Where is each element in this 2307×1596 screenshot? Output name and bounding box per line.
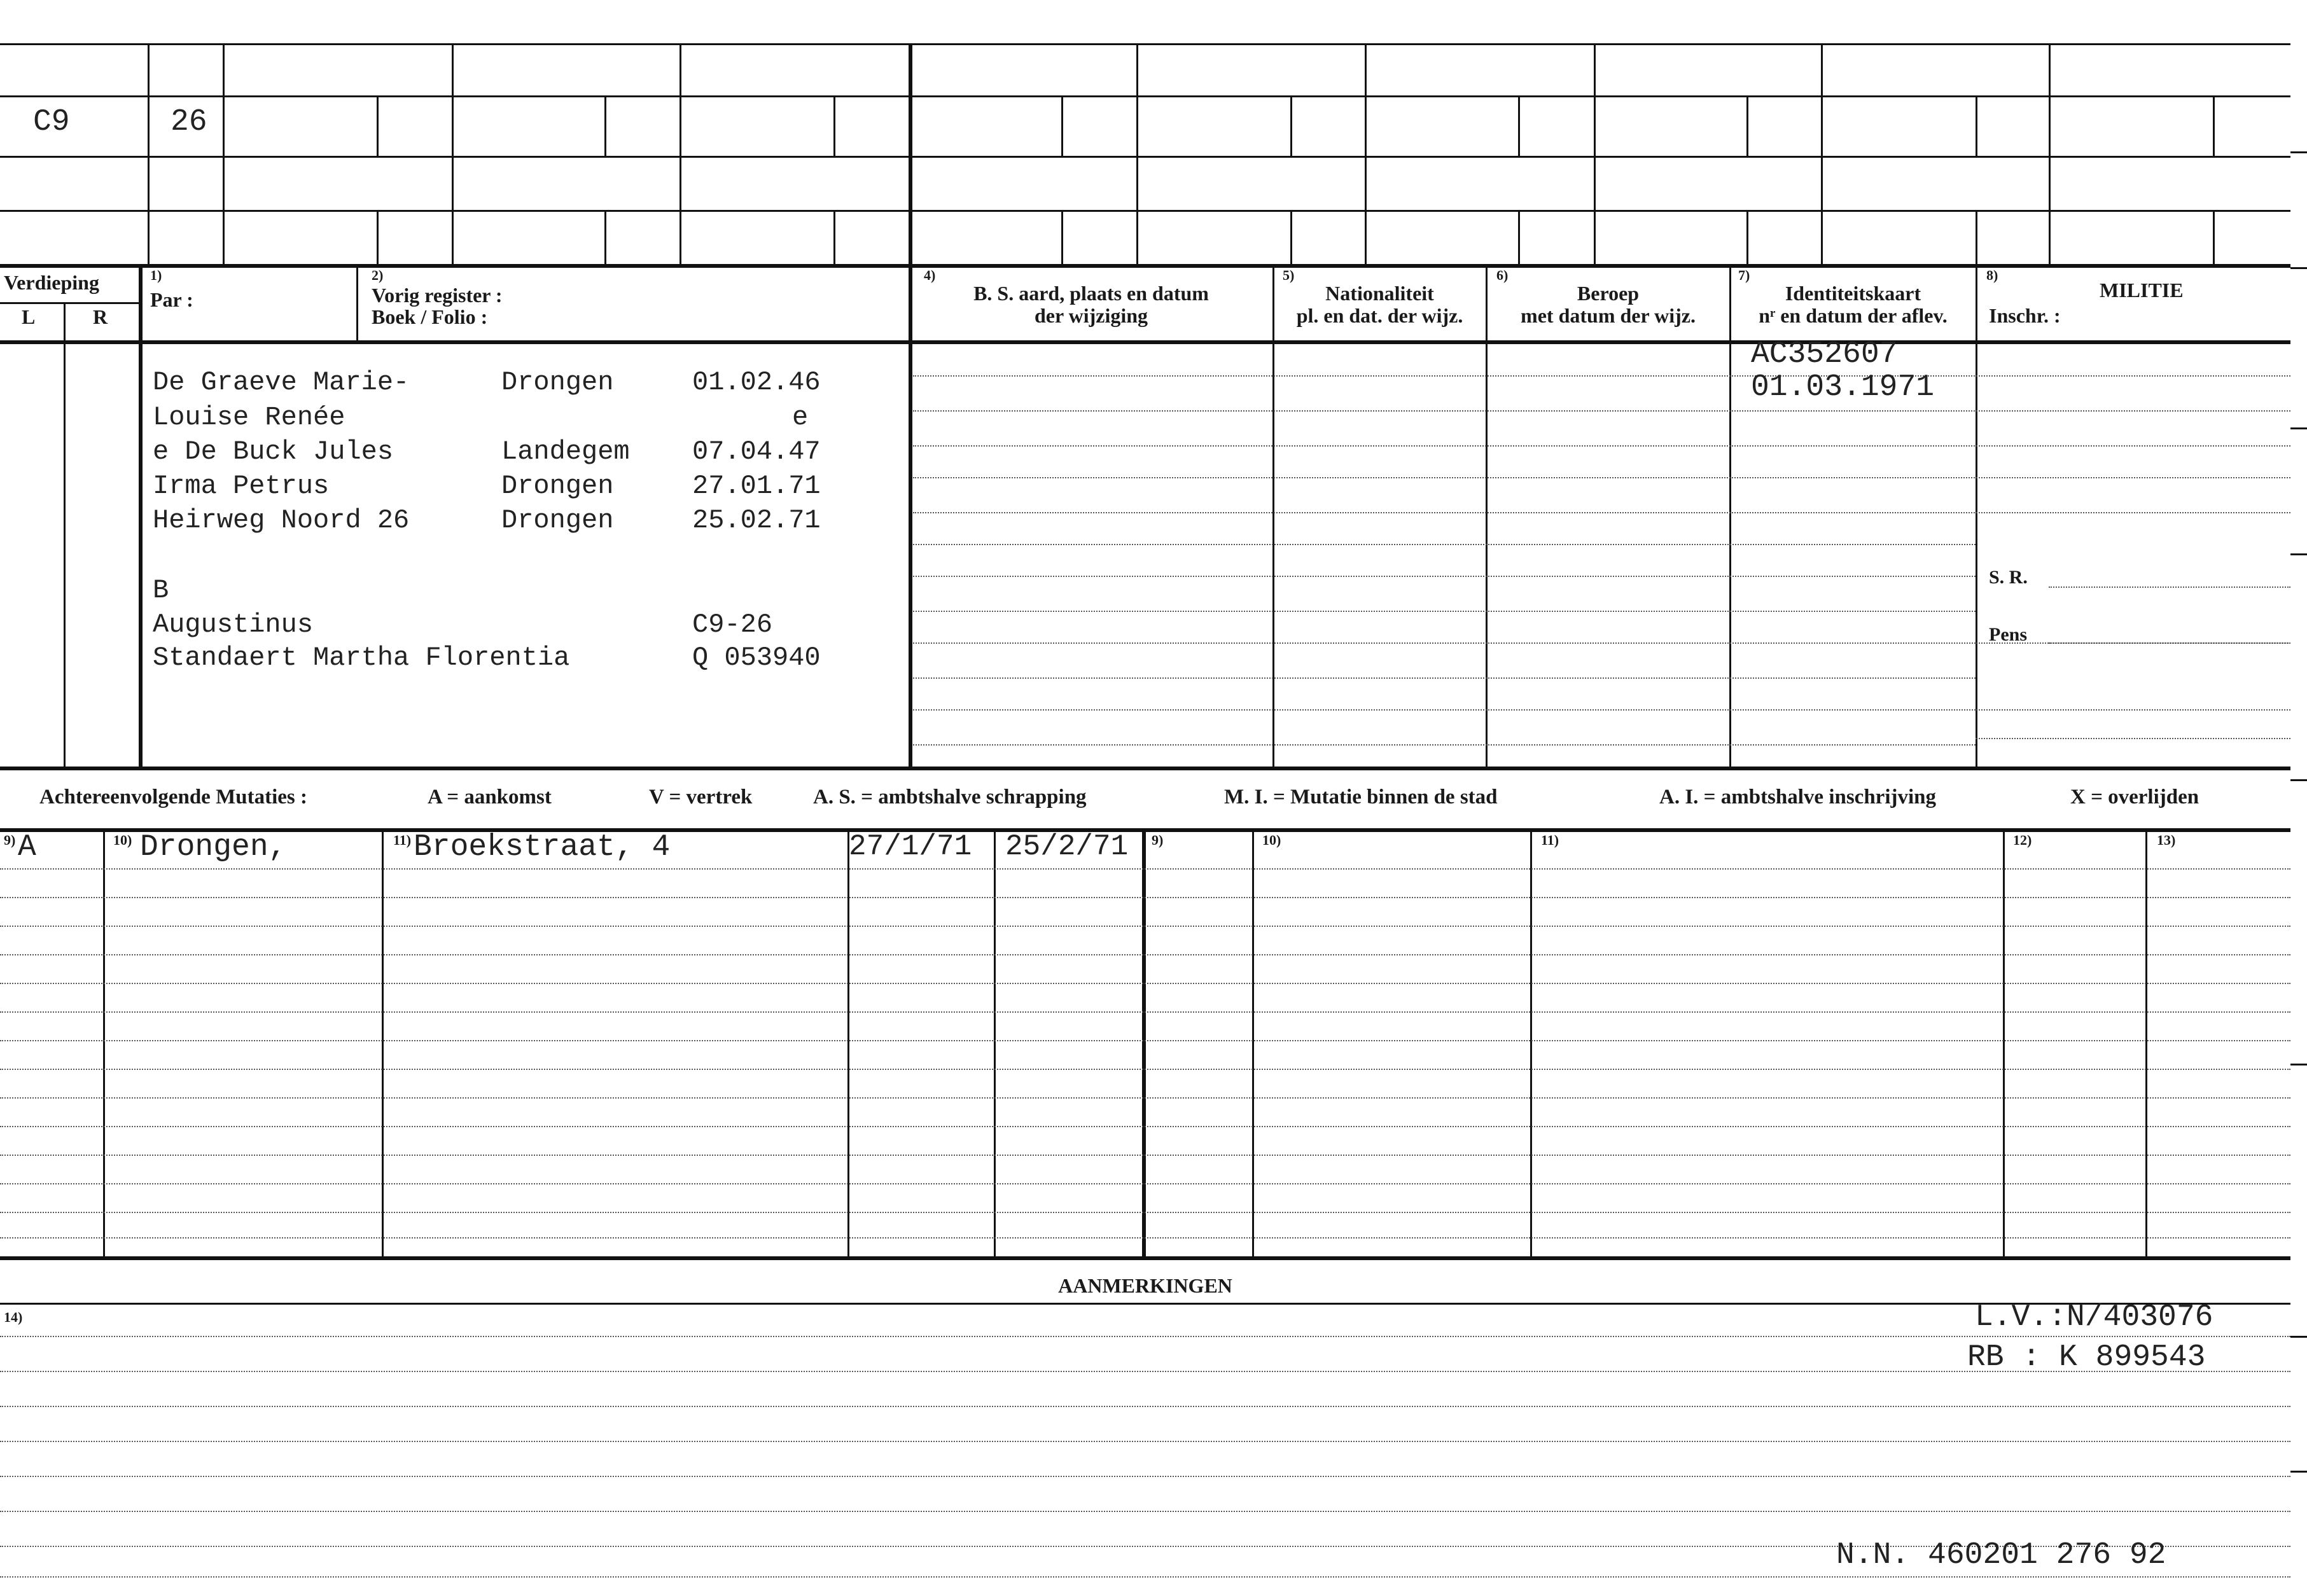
militie-label: MILITIE <box>2100 279 2184 302</box>
footnote-10: 10) <box>113 832 132 848</box>
remarks-title: AANMERKINGEN <box>1058 1274 1232 1297</box>
person-line-7-date: C9-26 <box>692 609 773 640</box>
person-line-2-name: Louise Renée <box>153 402 345 433</box>
nationality-header-line1: Nationaliteit <box>1325 282 1434 305</box>
footnote-2: 2) <box>372 267 384 283</box>
person-line-5-date: 25.02.71 <box>692 505 821 536</box>
footnote-9-right: 9) <box>1152 832 1164 848</box>
bs-header-line2: der wijziging <box>1034 304 1148 327</box>
person-line-4-place: Drongen <box>501 471 614 501</box>
sr-label: S. R. <box>1989 567 2028 588</box>
legend-overlijden: X = overlijden <box>2070 786 2199 808</box>
person-line-1-date: 01.02.46 <box>692 367 821 398</box>
verdieping-label: Verdieping <box>4 271 99 294</box>
boek-folio-label: Boek / Folio : <box>372 305 488 328</box>
person-line-3-name: e De Buck Jules <box>153 436 394 467</box>
beroep-header-line1: Beroep <box>1577 282 1640 305</box>
person-line-1-place: Drongen <box>501 367 614 398</box>
person-line-4-name: Irma Petrus <box>153 471 330 501</box>
pens-label: Pens <box>1989 624 2027 645</box>
person-line-3-date: 07.04.47 <box>692 436 821 467</box>
mutation-date-2: 25/2/71 <box>1005 830 1129 863</box>
person-line-2-date: e <box>792 402 809 433</box>
person-line-3-place: Landegem <box>501 436 630 467</box>
legend-mutatie-stad: M. I. = Mutatie binnen de stad <box>1224 786 1498 808</box>
block-code: C9 <box>33 105 70 139</box>
id-card-header-line1: Identiteitskaart <box>1785 282 1921 305</box>
bs-header-line1: B. S. aard, plaats en datum <box>973 282 1209 305</box>
mutation-date-1: 27/1/71 <box>849 830 972 863</box>
footnote-8: 8) <box>1986 267 1998 283</box>
legend-title: Achtereenvolgende Mutaties : <box>39 786 307 808</box>
vorig-register-label: Vorig register : <box>372 284 503 307</box>
person-line-8-date: Q 053940 <box>692 642 821 673</box>
person-line-5-name: Heirweg Noord 26 <box>153 505 410 536</box>
footnote-11: 11) <box>393 832 412 848</box>
person-line-6-name: B <box>153 575 169 606</box>
footnote-9: 9) <box>4 832 16 848</box>
footnote-7: 7) <box>1738 267 1750 283</box>
sr-line <box>2049 586 2290 588</box>
person-line-7-name: Augustinus <box>153 609 314 640</box>
footnote-11-right: 11) <box>1541 832 1559 848</box>
mutation-place: Drongen, <box>140 830 287 864</box>
footnote-13: 13) <box>2157 832 2176 848</box>
legend-aankomst: A = aankomst <box>428 786 552 808</box>
footnote-10-right: 10) <box>1262 832 1281 848</box>
footnote-12: 12) <box>2013 832 2032 848</box>
person-line-8-name: Standaert Martha Florentia <box>153 642 570 673</box>
inschr-label: Inschr. : <box>1989 304 2061 327</box>
legend-vertrek: V = vertrek <box>649 786 753 808</box>
id-card-header-line2: nʳ en datum der aflev. <box>1759 304 1948 327</box>
pens-line <box>2049 642 2290 644</box>
beroep-header-line2: met datum der wijz. <box>1521 304 1696 327</box>
left-label: L <box>22 305 36 328</box>
person-line-4-date: 27.01.71 <box>692 471 821 501</box>
lv-reference: L.V.:N/403076 <box>1975 1300 2213 1335</box>
legend-schrapping: A. S. = ambtshalve schrapping <box>813 786 1087 808</box>
person-line-5-place: Drongen <box>501 505 614 536</box>
footnote-14: 14) <box>4 1309 23 1325</box>
footnote-1: 1) <box>150 267 162 283</box>
national-number: N.N. 460201 276 92 <box>1836 1538 2166 1572</box>
par-label: Par : <box>150 288 193 311</box>
legend-inschrijving: A. I. = ambtshalve inschrijving <box>1659 786 1937 808</box>
footnote-6: 6) <box>1496 267 1509 283</box>
id-card-date: 01.03.1971 <box>1751 370 1935 405</box>
footnote-4: 4) <box>924 267 936 283</box>
mutation-type: A <box>18 830 36 864</box>
house-number: 26 <box>171 105 207 139</box>
nationality-header-line2: pl. en dat. der wijz. <box>1296 304 1463 327</box>
right-label: R <box>93 305 108 328</box>
rb-reference: RB : K 899543 <box>1967 1340 2206 1375</box>
id-card-number: AC352607 <box>1751 337 1898 371</box>
person-line-1-name: De Graeve Marie- <box>153 367 410 398</box>
footnote-5: 5) <box>1283 267 1295 283</box>
mutation-address: Broekstraat, 4 <box>414 830 671 864</box>
